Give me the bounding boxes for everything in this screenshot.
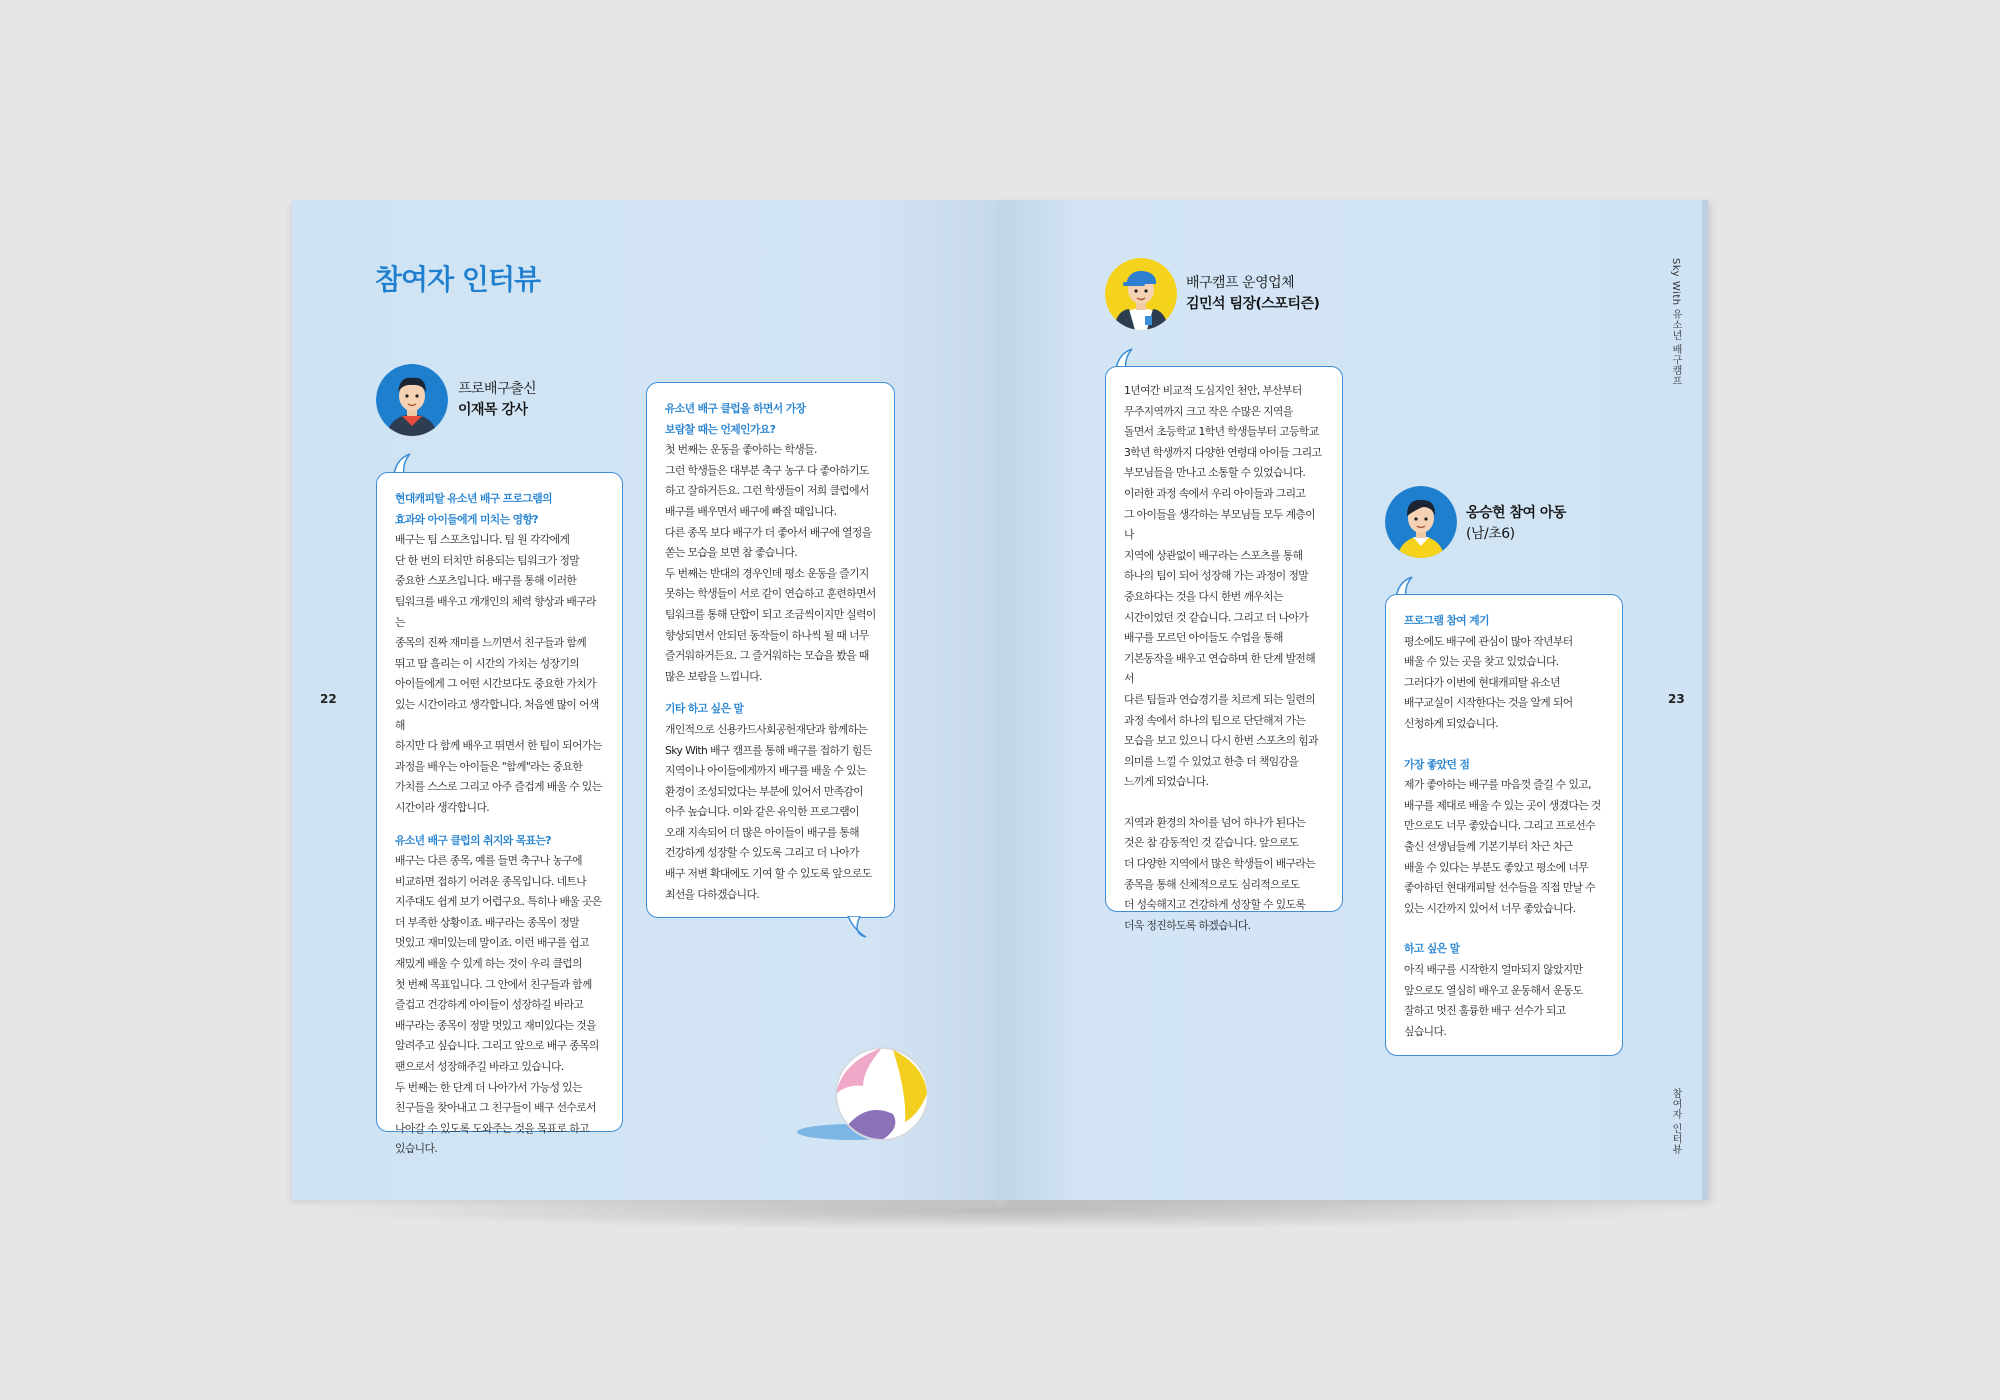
- qa-section: [1404, 939, 1604, 1042]
- profile-name: 옹승현 참여 아동: [1466, 505, 1566, 521]
- text-line: 신청하게 되었습니다.: [1404, 716, 1499, 730]
- text-line: Sky With 배구 캠프를 통해 배구를 접하기 힘든: [665, 743, 872, 757]
- text-line: 평소에도 배구에 관심이 많아 작년부터: [1404, 634, 1573, 648]
- qa-section: [665, 699, 876, 905]
- text-line: 앞으로도 열심히 배우고 운동해서 운동도: [1404, 983, 1583, 997]
- interview-box-2: [646, 382, 895, 918]
- text-line: 있는 시간이라고 생각합니다. 처음엔 많이 어색해: [395, 697, 599, 732]
- text-line: 쏟는 모습을 보면 참 좋습니다.: [665, 546, 798, 560]
- page-title: 참여자 인터뷰: [375, 263, 541, 296]
- text-line: 1년여간 비교적 도심지인 천안, 부산부터: [1124, 384, 1302, 397]
- child-avatar-icon: [1385, 486, 1457, 558]
- interview-box-1: [376, 472, 623, 1156]
- text-line: 환경이 조성되었다는 부분에 있어서 만족감이: [665, 784, 864, 798]
- answer: [395, 530, 604, 818]
- running-footer: 참여자 인터뷰: [1670, 1088, 1681, 1155]
- text-line: 모습을 보고 있으니 다시 한번 스포츠의 힘과: [1124, 734, 1318, 748]
- text-line: 최선을 다하겠습니다.: [665, 887, 760, 901]
- text-line: 3학년 학생까지 다양한 연령대 아이들 그리고: [1124, 445, 1322, 459]
- question: [665, 399, 876, 440]
- text-line: 그러다가 이번에 현대캐피탈 유소년: [1404, 675, 1560, 689]
- text-line: 첫 번째 목표입니다. 그 안에서 친구들과 함께: [395, 977, 592, 991]
- text-line: 무주지역까지 크고 작은 수많은 지역을: [1124, 404, 1293, 418]
- text-line: 의미를 느낄 수 있었고 한층 더 책임감을: [1124, 754, 1299, 768]
- text-line: 지주대도 쉽게 보기 어렵구요. 특히나 배울 곳은: [395, 895, 602, 909]
- text-line: 친구들을 찾아내고 그 친구들이 배구 선수로서: [395, 1101, 596, 1115]
- text-line: 그런 학생들은 대부분 축구 농구 다 좋아하기도: [665, 463, 869, 477]
- text-line: 출신 선생님들께 기본기부터 차근 차근: [1404, 839, 1573, 853]
- text-line: 중요한 스포츠입니다. 배구를 통해 이러한: [395, 574, 577, 588]
- text-line: 팀워크를 통해 단합이 되고 조금씩이지만 실력이: [665, 607, 876, 621]
- text-line: 지역과 환경의 차이를 넘어 하나가 된다는: [1124, 815, 1306, 829]
- text-line: 돌면서 초등학교 1학년 학생들부터 고등학교: [1124, 425, 1319, 439]
- page-number-left: 22: [320, 692, 337, 706]
- profile-name: 김민석 팀장(스포티즌): [1186, 296, 1320, 312]
- text-line: 나아갈 수 있도록 도와주는 것을 목표로 하고: [395, 1121, 589, 1135]
- text-line: 못하는 학생들이 서로 같이 연습하고 훈련하면서: [665, 587, 876, 601]
- text-line: 배구는 다른 종목, 예를 들면 축구나 농구에: [395, 854, 582, 868]
- qa-section: [665, 399, 876, 687]
- text-line: 종목의 진짜 재미를 느끼면서 친구들과 함께: [395, 636, 587, 650]
- qa-section: [395, 489, 604, 819]
- text-line: 것은 참 감동적인 것 같습니다. 앞으로도: [1124, 836, 1299, 850]
- text-line: 시간이라 생각합니다.: [395, 800, 490, 814]
- question: [395, 489, 604, 530]
- profile-role: 프로배구출신: [458, 381, 537, 397]
- text-line: 과정 속에서 하나의 팀으로 단단해져 가는: [1124, 713, 1306, 727]
- text-line: 하나의 팀이 되어 성장해 가는 과정이 정말: [1124, 569, 1309, 583]
- text-line: 건강하게 성장할 수 있도록 그리고 더 나아가: [665, 846, 859, 860]
- text-line: 배구는 팀 스포츠입니다. 팀 원 각각에게: [395, 533, 570, 547]
- text-line: 만으로도 너무 좋았습니다. 그리고 프로선수: [1404, 819, 1596, 833]
- text-line: 종목을 통해 신체적으로도 심리적으로도: [1124, 877, 1300, 891]
- page-edge: [1702, 200, 1708, 1200]
- text-line: 과정을 배우는 아이들은 "함께"라는 중요한: [395, 759, 583, 773]
- text-line: 배구를 제대로 배울 수 있는 곳이 생겼다는 것: [1404, 798, 1601, 812]
- text-line: 다른 종목 보다 배구가 더 좋아서 배구에 열정을: [665, 525, 872, 539]
- text-line: 재밌게 배울 수 있게 하는 것이 우리 클럽의: [395, 957, 582, 971]
- text-line: 배울 수 있는 곳을 찾고 있었습니다.: [1404, 655, 1559, 669]
- question: [395, 831, 604, 852]
- text-line: 유소년 배구 클럽의 취지와 목표는?: [395, 833, 551, 847]
- text-line: 현대캐피탈 유소년 배구 프로그램의: [395, 492, 552, 505]
- text-line: 두 번째는 반대의 경우인데 평소 운동을 즐기지: [665, 566, 869, 580]
- text-line: 배구를 모르던 아이들도 수업을 통해: [1124, 631, 1283, 645]
- text-line: 많은 보람을 느낍니다.: [665, 669, 762, 683]
- text-line: 팀워크를 배우고 개개인의 체력 향상과 배구라는: [395, 594, 596, 629]
- text-line: 싶습니다.: [1404, 1024, 1447, 1038]
- qa-section: [1404, 755, 1604, 920]
- text-line: 제가 좋아하는 배구를 마음껏 즐길 수 있고,: [1404, 778, 1591, 792]
- interview-box-4: [1385, 594, 1623, 1056]
- text-line: 있습니다.: [395, 1142, 438, 1156]
- text-line: 멋있고 재미있는데 말이죠. 이런 배구를 쉽고: [395, 936, 589, 950]
- text-line: 유소년 배구 클럽을 하면서 가장: [665, 402, 806, 415]
- profile-role: 배구캠프 운영업체: [1186, 275, 1295, 291]
- text-line: 더 부족한 상황이죠. 배구라는 종목이 정말: [395, 915, 580, 929]
- text-line: 알려주고 싶습니다. 그리고 앞으로 배구 종목의: [395, 1039, 599, 1053]
- text-line: 더욱 정진하도록 하겠습니다.: [1124, 918, 1251, 932]
- answer: [1404, 632, 1604, 735]
- question: 프로그램 참여 계기: [1404, 614, 1489, 627]
- answer-paragraph: [1124, 813, 1324, 937]
- qa-section: [395, 831, 604, 1161]
- question: 하고 싶은 말: [1404, 942, 1460, 956]
- text-line: 배구교실이 시작한다는 것을 알게 되어: [1404, 696, 1573, 710]
- text-line: 향상되면서 안되던 동작들이 하나씩 될 때 너무: [665, 628, 869, 642]
- text-line: 더 성숙해지고 건강하게 성장할 수 있도록: [1124, 898, 1306, 912]
- qa-section: [1404, 611, 1604, 735]
- bubble-tail: [846, 916, 868, 938]
- text-line: 즐거워하거든요. 그 즐거워하는 모습을 봤을 때: [665, 649, 869, 663]
- text-line: 하지만 다 함께 배우고 뛰면서 한 팀이 되어가는: [395, 739, 602, 753]
- text-line: 아주 높습니다. 이와 같은 유익한 프로그램이: [665, 805, 859, 819]
- text-line: 두 번째는 한 단계 더 나아가서 가능성 있는: [395, 1080, 582, 1094]
- text-line: 기본동작을 배우고 연습하며 한 단계 발전해서: [1124, 651, 1316, 686]
- text-line: 아직 배구를 시작한지 얼마되지 않았지만: [1404, 962, 1583, 976]
- text-line: 좋아하던 현대캐피탈 선수들을 직접 만날 수: [1404, 881, 1596, 895]
- running-header: Sky With 유소년 배구캠프: [1670, 258, 1681, 387]
- text-line: 배구 저변 확대에도 기여 할 수 있도록 앞으로도: [665, 867, 872, 881]
- text-line: 지역이나 아이들에게까지 배구를 배울 수 있는: [665, 764, 866, 778]
- text-line: 잘하고 멋진 훌륭한 배구 선수가 되고: [1404, 1004, 1566, 1018]
- text-line: 더 다양한 지역에서 많은 학생들이 배구라는: [1124, 857, 1316, 871]
- text-line: 하고 잘하거든요. 그런 학생들이 저희 클럽에서: [665, 484, 869, 498]
- profile-name: 이재목 강사: [458, 402, 528, 418]
- text-line: 개인적으로 신용카드사회공헌재단과 함께하는: [665, 722, 868, 736]
- text-line: 비교하면 접하기 어려운 종목입니다. 네트나: [395, 874, 587, 888]
- boy-avatar-icon: [376, 364, 448, 436]
- text-line: 배구를 배우면서 배구에 빠질 때입니다.: [665, 504, 837, 518]
- text-line: 오래 지속되어 더 많은 아이들이 배구를 통해: [665, 825, 859, 839]
- right-page: [1000, 200, 1708, 1200]
- answer: [665, 440, 876, 687]
- text-line: 아이들에게 그 어떤 시간보다도 중요한 가치가: [395, 677, 596, 691]
- text-line: 느끼게 되었습니다.: [1124, 775, 1209, 789]
- answer: [665, 720, 876, 905]
- page-number-right: 23: [1668, 692, 1685, 706]
- question: 가장 좋았던 점: [1404, 757, 1470, 771]
- interview-box-3: [1105, 366, 1343, 932]
- text-line: 시간이었던 것 같습니다. 그리고 더 나아가: [1124, 610, 1309, 624]
- text-line: 다른 팀들과 연습경기를 치르게 되는 일련의: [1124, 692, 1316, 706]
- text-line: 기타 하고 싶은 말: [665, 702, 744, 716]
- text-line: 있는 시간까지 있어서 너무 좋았습니다.: [1404, 901, 1576, 915]
- text-line: 그 아이들을 생각하는 부모님들 모두 계층이나: [1124, 507, 1316, 542]
- question: [665, 699, 876, 720]
- text-line: 단 한 번의 터치만 허용되는 팀워크가 정말: [395, 553, 580, 567]
- text-line: 즐겁고 건강하게 아이들이 성장하길 바라고: [395, 998, 584, 1012]
- answer: [1404, 775, 1604, 919]
- volleyball-icon: [797, 1042, 927, 1142]
- text-line: 가치를 스스로 그리고 아주 즐겁게 배울 수 있는: [395, 780, 602, 794]
- text-line: 첫 번째는 운동을 좋아하는 학생들.: [665, 443, 817, 457]
- text-line: 보람찰 때는 언제인가요?: [665, 422, 776, 436]
- text-line: 효과와 아이들에게 미치는 영향?: [395, 512, 538, 526]
- text-line: 이러한 과정 속에서 우리 아이들과 그리고: [1124, 486, 1306, 500]
- text-line: 팬으로서 성장해주길 바라고 있습니다.: [395, 1060, 564, 1074]
- text-line: 뛰고 땀 흘리는 이 시간의 가치는 성장기의: [395, 656, 580, 670]
- profile-detail: (남/초6): [1466, 526, 1515, 542]
- text-line: 배구라는 종목이 정말 멋있고 재미있다는 것을: [395, 1018, 596, 1032]
- answer: [1404, 960, 1604, 1042]
- left-page: [292, 200, 1000, 1200]
- answer-paragraph: [1124, 381, 1324, 793]
- text-line: 배울 수 있다는 부분도 좋았고 평소에 너무: [1404, 860, 1589, 874]
- text-line: 중요하다는 것을 다시 한번 깨우치는: [1124, 589, 1283, 603]
- text-line: 부모님들을 만나고 소통할 수 있었습니다.: [1124, 466, 1306, 480]
- answer: [395, 851, 604, 1160]
- staff-avatar-icon: [1105, 258, 1177, 330]
- text-line: 지역에 상관없이 배구라는 스포츠를 통해: [1124, 548, 1303, 562]
